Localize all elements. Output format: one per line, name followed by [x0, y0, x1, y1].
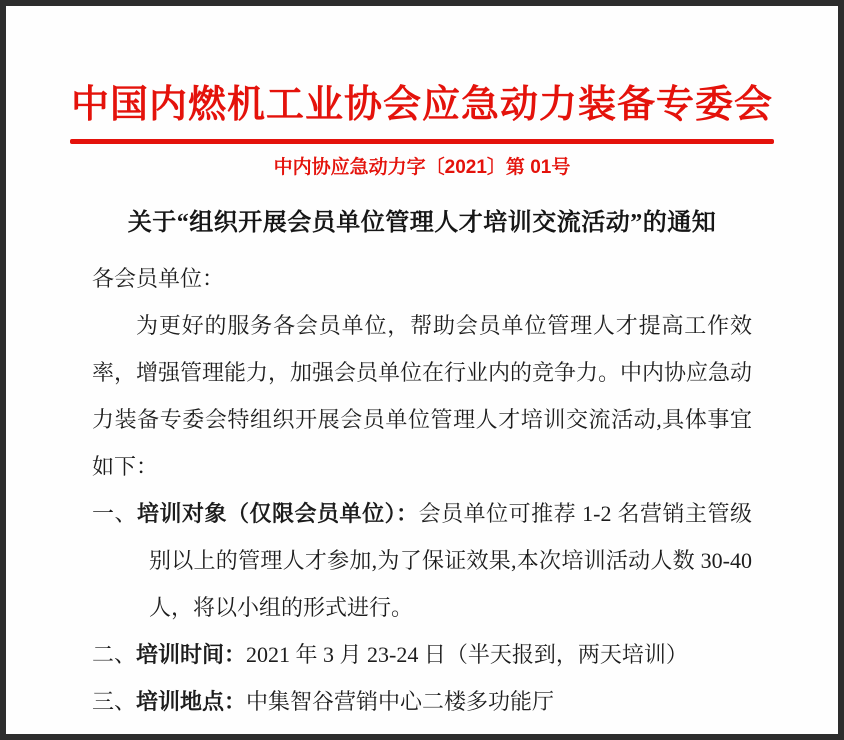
- intro-line: 如下：: [92, 454, 159, 479]
- item-row: [92, 490, 752, 631]
- item-text: 会员单位可推荐 1-2 名营销主管级: [418, 501, 752, 526]
- item-text: 2021 年 3 月 23-24 日（半天报到，两天培训）: [246, 642, 688, 667]
- intro-line: 力装备专委会特组织开展会员单位管理人才培训交流活动,具体事宜: [92, 407, 752, 432]
- letterhead-rule: [70, 139, 774, 144]
- org-title: 中国内燃机工业协会应急动力装备专委会: [70, 84, 773, 126]
- intro-paragraph: [92, 302, 752, 490]
- item-row: [92, 631, 752, 678]
- item-number: 二、: [92, 642, 137, 667]
- salutation: 各会员单位：: [92, 266, 225, 291]
- intro-line: 为更好的服务各会员单位，帮助会员单位管理人才提高工作效: [136, 313, 752, 338]
- item-label: 培训时间：: [136, 642, 247, 667]
- letterhead: [6, 84, 838, 179]
- item-row: [92, 678, 752, 725]
- item-number: 一、: [92, 501, 138, 526]
- item-first-line: [92, 490, 752, 537]
- item-continuation-line: 别以上的管理人才参加,为了保证效果,本次培训活动人数 30-40: [149, 548, 752, 573]
- item-first-line: [92, 631, 752, 678]
- item-label: 培训对象（仅限会员单位）：: [137, 501, 419, 526]
- doc-number: 中内协应急动力字〔2021〕第 01号: [273, 157, 571, 178]
- item-first-line: [92, 678, 752, 725]
- intro-line: 率，增强管理能力，加强会员单位在行业内的竞争力。中内协应急动: [92, 360, 753, 385]
- item-number: 三、: [92, 689, 137, 714]
- item-continuation-line: 人，将以小组的形式进行。: [149, 595, 414, 620]
- item-text: 中集智谷营销中心二楼多功能厅: [246, 689, 555, 714]
- notice-body: [92, 255, 752, 725]
- notice-items: [92, 490, 752, 725]
- item-label: 培训地点：: [136, 689, 247, 714]
- notice-title: 关于“组织开展会员单位管理人才培训交流活动”的通知: [127, 210, 717, 236]
